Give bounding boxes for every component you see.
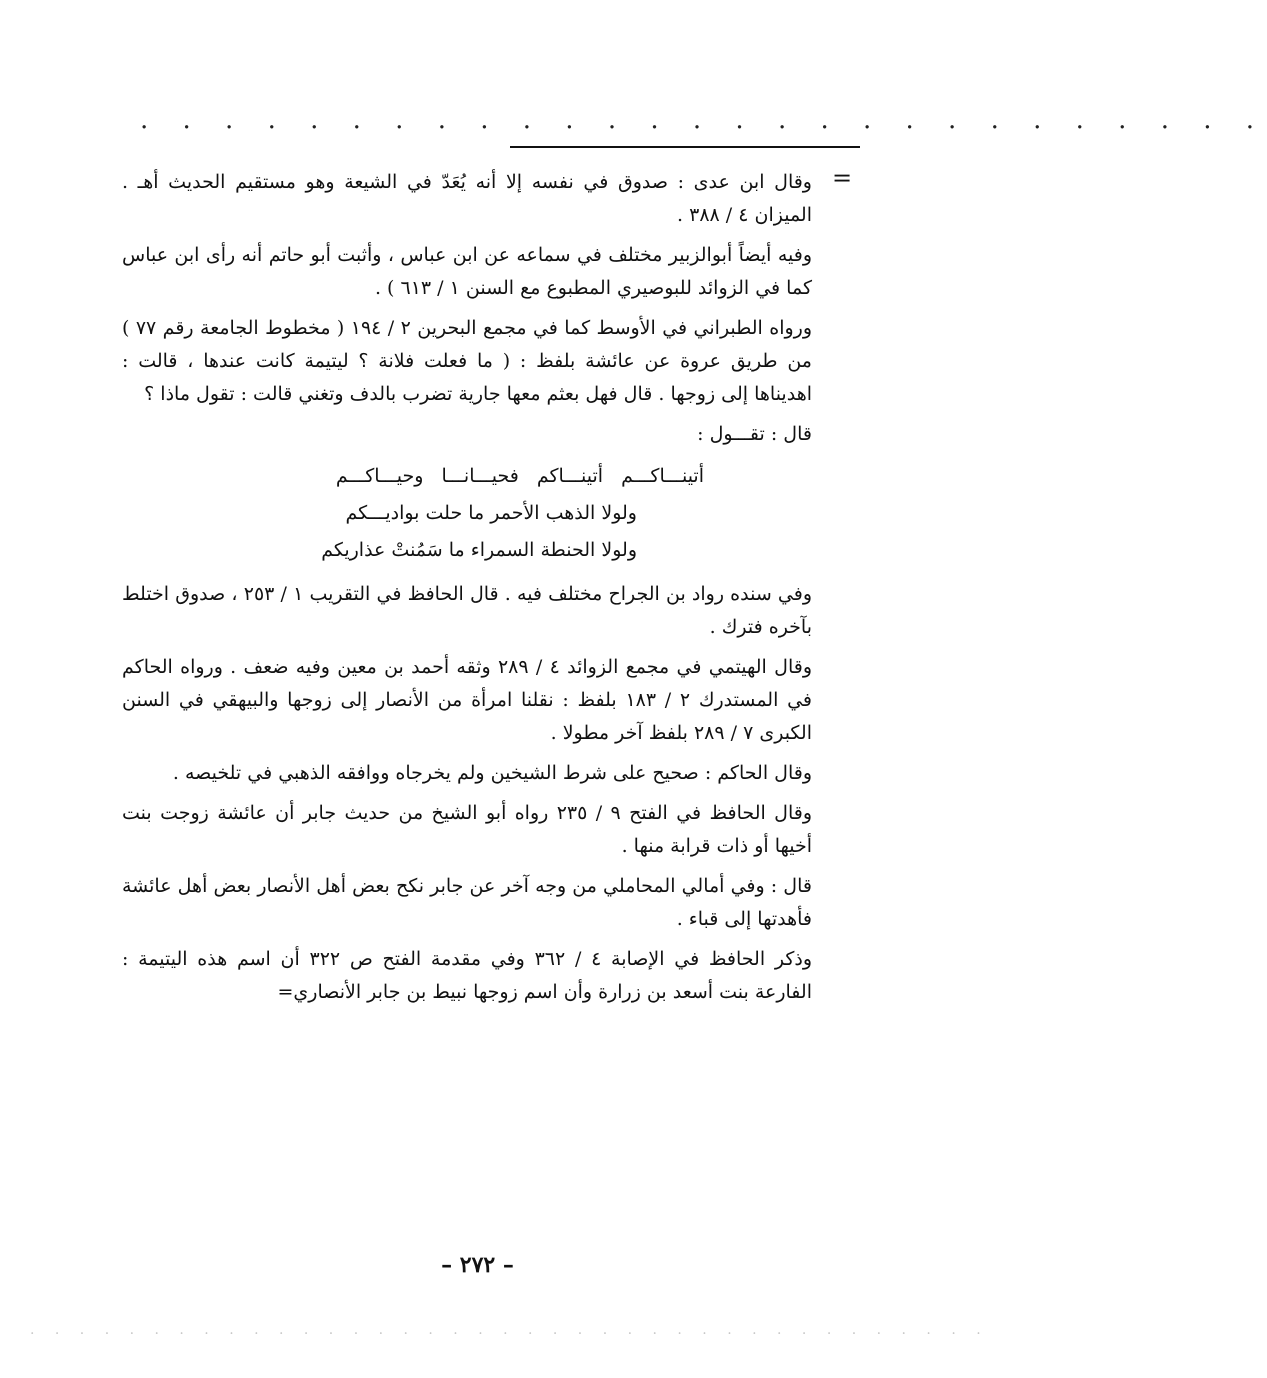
footnote-paragraph: قال : وفي أمالي المحاملي من وجه آخر عن جابر نكح بعض أهل الأنصار بعض أهل عائشة فأهدتها إلى قباء . xyxy=(122,875,812,930)
footnote-paragraph: وقال الهيتمي في مجمع الزوائد ٤ / ٢٨٩ وثقه أحمد بن معين وفيه ضعف . ورواه الحاكم في المستدرك ٢ / ١٨٣ بلفظ : نقلنا امرأة من الأنصار إلى زوجها والبيهقي في السنن الكبرى ٧ / ٢٨٩ بلفظ آخر مطولا . xyxy=(122,656,812,744)
footnote-paragraph: ورواه الطبراني في الأوسط كما في مجمع البحرين ٢ / ١٩٤ ( مخطوط الجامعة رقم ٧٧ ) من طريق عروة عن عائشة بلفظ : ( ما فعلت فلانة ؟ ليتيمة كانت عندها ، قالت : اهديناها إلى زوجها . قال فهل بعثم معها جارية تضرب بالدف وتغني قالت : تقول ماذا ؟ xyxy=(122,317,813,405)
footnote-paragraph: وفي سنده رواد بن الجراح مختلف فيه . قال الحافظ في التقريب ١ / ٢٥٣ ، صدوق اختلط بآخره فترك . xyxy=(122,583,813,638)
poem-block xyxy=(122,458,812,569)
page-number: – ٢٧٢ – xyxy=(441,1252,514,1278)
footnote-separator-rule xyxy=(510,146,860,148)
footnote-paragraph: وذكر الحافظ في الإصابة ٤ / ٣٦٢ وفي مقدمة الفتح ص ٣٢٢ أن اسم هذه اليتيمة : الفارعة بنت أسعد بن زرارة وأن اسم زوجها نبيط بن جابر الأنصاري= xyxy=(122,948,813,1003)
footnote-paragraph: وفيه أيضاً أبوالزبير مختلف في سماعه عن ابن عباس ، وأثبت أبو حاتم أنه رأى ابن عباس كما في الزوائد للبوصيري المطبوع مع السنن ١ / ٦١٣ ) . xyxy=(122,244,812,299)
poem-verse-3: ولولا الحنطة السمراء ما سَمُنتْ عذاريكم xyxy=(321,539,637,561)
footnote-paragraph: وقال الحافظ في الفتح ٩ / ٢٣٥ رواه أبو الشيخ من حديث جابر أن عائشة زوجت بنت أخيها أو ذات قرابة منها . xyxy=(122,802,812,857)
bleed-through-marks: . . . . . . . . . . . . . . . . . . . . . . . . . . . . . . . . . . . . . . . xyxy=(30,1322,989,1338)
decorative-dotted-line: . . . . . . . . . . . . . . . . . . . . . . . . . . . xyxy=(140,105,1267,135)
footnote-paragraph: وقال الحاكم : صحيح على شرط الشيخين ولم يخرجاه ووافقه الذهبي في تلخيصه . xyxy=(172,762,812,784)
poem-verse-1: أتينـــاكـــم أتينـــاكم فحيـــانـــا وحيـــاكـــم xyxy=(335,465,704,487)
poem-verse-2: ولولا الذهب الأحمر ما حلت بواديـــكم xyxy=(345,502,637,524)
footnote-paragraph: وقال ابن عدى : صدوق في نفسه إلا أنه يُعَدّ في الشيعة وهو مستقيم الحديث أهـ . الميزان ٤ / ٣٨٨ . xyxy=(122,171,812,226)
continuation-mark: = xyxy=(832,164,853,192)
footnote-body xyxy=(122,166,812,1016)
footnote-paragraph: قال : تقـــول : xyxy=(697,423,812,445)
